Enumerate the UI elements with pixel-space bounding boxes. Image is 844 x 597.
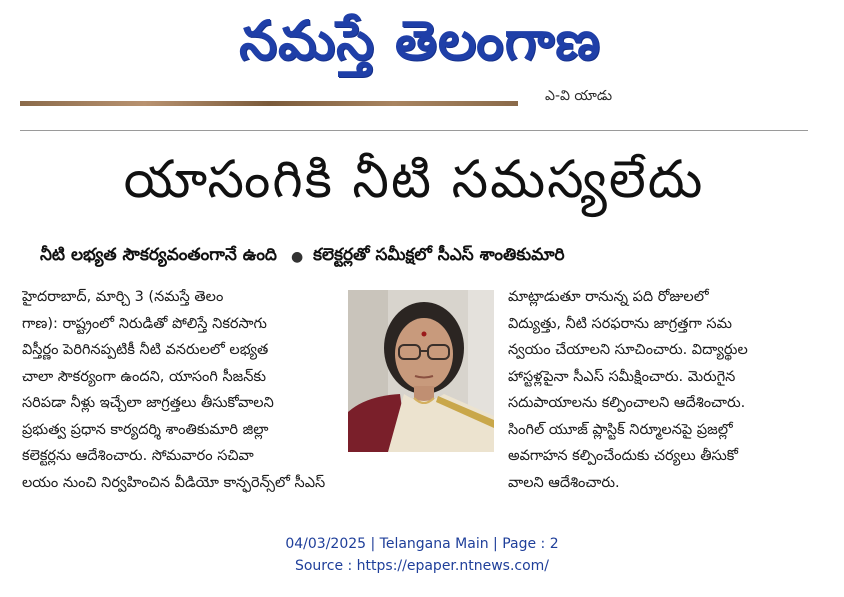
article-line: ప్రభుత్వ ప్రధాన కార్యదర్శి శాంతికుమారి జిల్లా: [22, 421, 269, 438]
article-line: సరిపడా నీళ్లు ఇచ్చేలా జాగ్రత్తలు తీసుకోవాలని: [22, 395, 274, 411]
article-line: గాణ): రాష్ట్రంలో నిరుడితో పోలిస్తే నికరసాగు: [22, 315, 267, 332]
article-line: అవగాహన కల్పించేందుకు చర్యలు తీసుకో: [508, 448, 738, 464]
article-line: లయం నుంచి నిర్వహించిన వీడియో కాన్ఫరెన్స్‌లో సీఎస్: [22, 474, 326, 491]
masthead-logo: నమస్తే తెలంగాణ: [239, 9, 601, 72]
photo-strip-fragment: [20, 101, 518, 106]
article-line: కలెక్టర్లను ఆదేశించారు. సోమవారం సచివా: [22, 448, 254, 464]
article-line: చాలా సౌకర్యంగా ఉందని, యాసంగి సీజన్‌కు: [22, 368, 266, 385]
article-line: హాస్టళ్లపైనా సీఎస్ సమీక్షించారు. మెరుగైన: [508, 368, 736, 385]
article-line: సింగిల్ యూజ్ ప్లాస్టిక్ నిర్మూలనపై ప్రజల్లో: [508, 421, 733, 438]
bullet-icon: ●: [290, 249, 304, 265]
article-line: విద్యుత్తు, నీటి సరఫరాను జాగ్రత్తగా సమ: [508, 315, 732, 332]
subheadline: [40, 244, 810, 270]
portrait-photo: [348, 290, 494, 452]
portrait-illustration: [348, 290, 494, 452]
article-line: మాట్లాడుతూ రానున్న పది రోజులలో: [508, 289, 709, 305]
article-line: సదుపాయాలను కల్పించాలని ఆదేశించారు.: [508, 395, 746, 411]
footer-source-link[interactable]: Source : https://epaper.ntnews.com/: [294, 558, 550, 574]
article-line: విస్తీర్ణం పెరిగినప్పటికీ నీటి వనరులలో లభ్యత: [22, 342, 269, 358]
headline: యాసంగికి నీటి సమస్యలేదు: [123, 149, 705, 210]
article-line: న్వయం చేయాలని సూచించారు. విద్యార్థుల: [508, 342, 748, 358]
article-line: హైదరాబాద్, మార్చి 3 (నమస్తే తెలం: [22, 289, 224, 305]
article-column-right: [508, 284, 812, 496]
divider-rule: [20, 130, 808, 131]
article-line: వాలని ఆదేశించారు.: [508, 474, 620, 491]
subhead-left: నీటి లభ్యత సౌకర్యవంతంగానే ఉంది: [40, 245, 277, 265]
cropped-text-fragment: ఎ-వి యాడు: [545, 88, 613, 104]
footer-date-edition: 04/03/2025 | Telangana Main | Page : 2: [285, 536, 559, 552]
subhead-right: కలెక్టర్లతో సమీక్షలో సీఎస్ శాంతికుమారి: [313, 245, 565, 265]
article-column-left: [22, 284, 344, 496]
